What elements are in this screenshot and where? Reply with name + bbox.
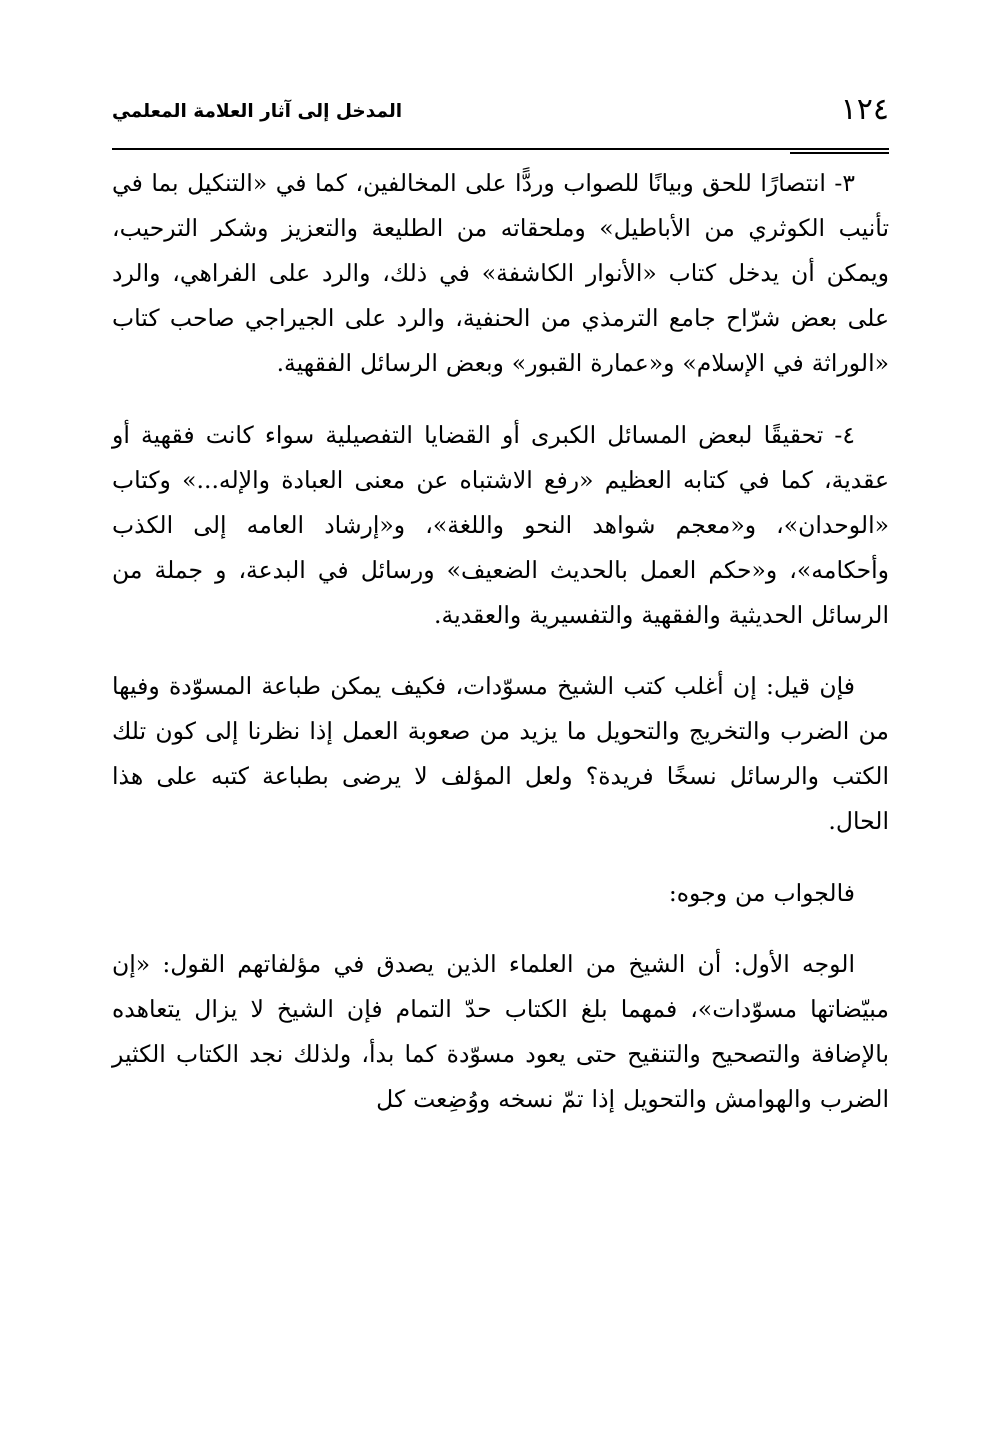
header-divider-rule-secondary xyxy=(790,152,889,154)
paragraph-item-4: ٤- تحقيقًا لبعض المسائل الكبرى أو القضايا التفصيلية سواء كانت فقهية أو عقدية، كما في كتابه العظيم «رفع الاشتباه عن معنى العبادة والإله...» وكتاب «الوحدان»، و«معجم شواهد النحو واللغة»، و«إرشاد العامه إلى الكذب وأحكامه»، و«حكم العمل بالحديث الضعيف» ورسائل في البدعة، و جملة من الرسائل الحديثية والفقهية والتفسيرية والعقدية. xyxy=(112,420,889,629)
header-divider-rule xyxy=(112,148,889,150)
paragraph-item-3: ٣- انتصارًا للحق وبيانًا للصواب وردًّا على المخالفين، كما في «التنكيل بما في تأنيب الكوثري من الأباطيل» وملحقاته من الطليعة والتعزيز وشكر الترحيب، ويمكن أن يدخل كتاب «الأنوار الكاشفة» في ذلك، والرد على الفراهي، والرد على بعض شرّاح جامع الترمذي من الحنفية، والرد على الجيراجي صاحب كتاب «الوراثة في الإسلام» و«عمارة القبور» وبعض الرسائل الفقهية. xyxy=(112,169,889,378)
running-head-title: المدخل إلى آثار العلامة المعلمي xyxy=(112,100,403,122)
page-header xyxy=(112,92,889,131)
paragraph-answer-first: الوجه الأول: أن الشيخ من العلماء الذين يصدق في مؤلفاتهم القول: «إن مبيّضاتها مسوّدات»، فمهما بلغ الكتاب حدّ التمام فإن الشيخ لا يزال يتعاهده بالإضافة والتصحيح والتنقيح حتى يعود مسوّدة كما بدأ، ولذلك نجد الكتاب الكثير الضرب والهوامش والتحويل إذا تمّ نسخه ووُضِعت كل xyxy=(112,949,889,1113)
page-number: ١٢٤ xyxy=(840,92,889,127)
page-body xyxy=(112,161,889,1122)
paragraph-answer-heading: فالجواب من وجوه: xyxy=(668,878,855,907)
paragraph-objection: فإن قيل: إن أغلب كتب الشيخ مسوّدات، فكيف يمكن طباعة المسوّدة وفيها من الضرب والتخريج والتحويل ما يزيد من صعوبة العمل إذا نظرنا إلى كون تلك الكتب والرسائل نسخًا فريدة؟ ولعل المؤلف لا يرضى بطباعة كتبه على هذا الحال. xyxy=(112,672,889,836)
